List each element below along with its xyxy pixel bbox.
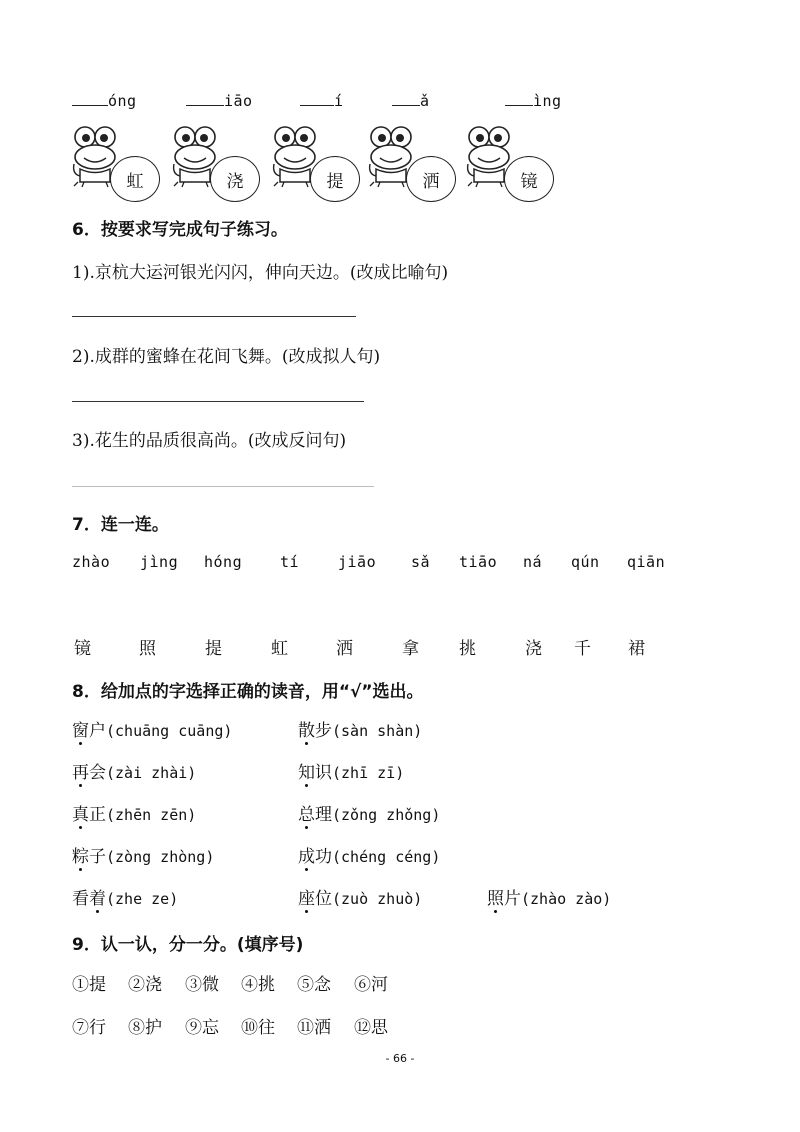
q9-item[interactable]: ①提 xyxy=(72,975,106,995)
word-rest: 识 xyxy=(315,763,332,783)
q9-item[interactable]: ⑤念 xyxy=(297,975,331,995)
q7-pinyin[interactable]: tiāo xyxy=(459,553,498,571)
q8-title: 8．给加点的字选择正确的读音，用“√”选出。 xyxy=(72,682,424,702)
pinyin-options[interactable]: (zhī zī) xyxy=(332,764,405,782)
q9-item[interactable]: ⑨忘 xyxy=(185,1018,219,1038)
q9-item[interactable]: ⑧护 xyxy=(128,1018,162,1038)
word-rest: 位 xyxy=(315,889,332,909)
blank-3[interactable] xyxy=(300,90,344,110)
word-rest: 看 xyxy=(72,889,89,909)
q8-word-zongli[interactable] xyxy=(298,800,440,825)
q7-char[interactable]: 浇 xyxy=(525,639,542,659)
q9-item[interactable]: ②浇 xyxy=(128,975,162,995)
q7-pinyin[interactable]: jìng xyxy=(140,553,179,571)
q8-word-chenggong[interactable] xyxy=(298,842,440,867)
q9-item[interactable]: ⑥河 xyxy=(354,975,388,995)
dotted-char: 粽 xyxy=(72,842,89,867)
q7-title: 7．连一连。 xyxy=(72,515,169,535)
frog-bubble-char[interactable]: 镜 xyxy=(504,156,554,202)
dotted-char: 座 xyxy=(298,884,315,909)
frog-bubble-char[interactable]: 虹 xyxy=(110,156,160,202)
q7-pinyin[interactable]: ná xyxy=(523,553,543,571)
q7-char[interactable]: 照 xyxy=(139,639,156,659)
q7-char[interactable]: 千 xyxy=(574,639,591,659)
blank-4-final: ǎ xyxy=(420,92,430,110)
frog-card xyxy=(70,120,168,200)
q7-char[interactable]: 镜 xyxy=(74,639,91,659)
blank-4[interactable] xyxy=(392,90,430,110)
q7-char[interactable]: 挑 xyxy=(459,639,476,659)
blank-2[interactable] xyxy=(186,90,253,110)
q8-word-zhishi[interactable] xyxy=(298,758,404,783)
q7-pinyin[interactable]: tí xyxy=(280,553,300,571)
q9-item[interactable]: ④挑 xyxy=(241,975,275,995)
blank-2-final: iāo xyxy=(224,92,253,110)
dotted-char: 照 xyxy=(487,884,504,909)
q9-item[interactable]: ⑫思 xyxy=(354,1018,388,1038)
pinyin-options[interactable]: (zhēn zēn) xyxy=(106,806,197,824)
dotted-char: 窗 xyxy=(72,716,89,741)
q9-title: 9．认一认，分一分。(填序号) xyxy=(72,935,304,955)
blank-5[interactable] xyxy=(505,90,562,110)
word-rest: 子 xyxy=(89,847,106,867)
blank-5-final: ìng xyxy=(533,92,562,110)
frog-card xyxy=(366,120,464,200)
pinyin-options[interactable]: (chéng céng) xyxy=(332,848,441,866)
q8-word-zaihui[interactable] xyxy=(72,758,196,783)
blank-1[interactable] xyxy=(72,90,137,110)
q6-answer-line-2[interactable] xyxy=(72,401,364,402)
page-number: - 66 - xyxy=(385,1052,415,1065)
dotted-char: 再 xyxy=(72,758,89,783)
frog-bubble-char[interactable]: 浇 xyxy=(210,156,260,202)
dotted-char: 真 xyxy=(72,800,89,825)
frog-bubble-char[interactable]: 提 xyxy=(310,156,360,202)
pinyin-options[interactable]: (zǒng zhǒng) xyxy=(332,806,441,824)
q9-item[interactable]: ⑦行 xyxy=(72,1018,106,1038)
q8-word-kanzhe[interactable] xyxy=(72,884,178,909)
blank-1-final: óng xyxy=(108,92,137,110)
word-rest: 理 xyxy=(315,805,332,825)
pinyin-options[interactable]: (zòng zhòng) xyxy=(106,848,215,866)
q6-answer-line-3[interactable] xyxy=(72,486,374,487)
pinyin-options[interactable]: (zuò zhuò) xyxy=(332,890,423,908)
dotted-char: 成 xyxy=(298,842,315,867)
q8-word-chuanghu[interactable] xyxy=(72,716,232,741)
frog-card xyxy=(464,120,562,200)
frog-card xyxy=(170,120,268,200)
word-rest: 会 xyxy=(89,763,106,783)
pinyin-options[interactable]: (zài zhài) xyxy=(106,764,197,782)
q7-pinyin[interactable]: zhào xyxy=(72,553,111,571)
blank-3-final: í xyxy=(334,92,344,110)
q8-word-zhaopian[interactable] xyxy=(487,884,611,909)
pinyin-options[interactable]: (sàn shàn) xyxy=(332,722,423,740)
dotted-char: 散 xyxy=(298,716,315,741)
dotted-char: 着 xyxy=(89,884,106,909)
q7-char[interactable]: 洒 xyxy=(336,639,353,659)
frog-card xyxy=(270,120,368,200)
q7-char[interactable]: 裙 xyxy=(628,639,645,659)
q6-item-3: 3).花生的品质很高尚。(改成反问句) xyxy=(72,431,347,451)
q6-item-1: 1).京杭大运河银光闪闪，伸向天边。(改成比喻句) xyxy=(72,263,449,283)
q7-pinyin[interactable]: qiān xyxy=(627,553,666,571)
frog-bubble-char[interactable]: 洒 xyxy=(406,156,456,202)
q7-pinyin[interactable]: sǎ xyxy=(411,553,431,571)
word-rest: 片 xyxy=(504,889,521,909)
q7-pinyin[interactable]: jiāo xyxy=(338,553,377,571)
q7-char[interactable]: 提 xyxy=(205,639,222,659)
word-rest: 步 xyxy=(315,721,332,741)
q6-title: 6．按要求写完成句子练习。 xyxy=(72,220,288,240)
q7-pinyin[interactable]: hóng xyxy=(204,553,243,571)
q9-item[interactable]: ③微 xyxy=(185,975,219,995)
pinyin-options[interactable]: (chuāng cuāng) xyxy=(106,722,233,740)
q9-item[interactable]: ⑩往 xyxy=(241,1018,275,1038)
dotted-char: 知 xyxy=(298,758,315,783)
q6-item-2: 2).成群的蜜蜂在花间飞舞。(改成拟人句) xyxy=(72,347,381,367)
q7-pinyin[interactable]: qún xyxy=(571,553,600,571)
dotted-char: 总 xyxy=(298,800,315,825)
q7-char[interactable]: 虹 xyxy=(271,639,288,659)
q8-word-zongzi[interactable] xyxy=(72,842,214,867)
q9-item[interactable]: ⑪洒 xyxy=(297,1018,331,1038)
frog-illustration-row xyxy=(70,120,570,200)
pinyin-options[interactable]: (zhe ze) xyxy=(106,890,179,908)
q8-word-zhenzheng[interactable] xyxy=(72,800,196,825)
pinyin-options[interactable]: (zhào zào) xyxy=(521,890,612,908)
q6-answer-line-1[interactable] xyxy=(72,316,356,317)
q8-word-sanbu[interactable] xyxy=(298,716,422,741)
word-rest: 功 xyxy=(315,847,332,867)
q7-char[interactable]: 拿 xyxy=(402,639,419,659)
word-rest: 户 xyxy=(89,721,106,741)
q8-word-zuowei[interactable] xyxy=(298,884,422,909)
word-rest: 正 xyxy=(89,805,106,825)
